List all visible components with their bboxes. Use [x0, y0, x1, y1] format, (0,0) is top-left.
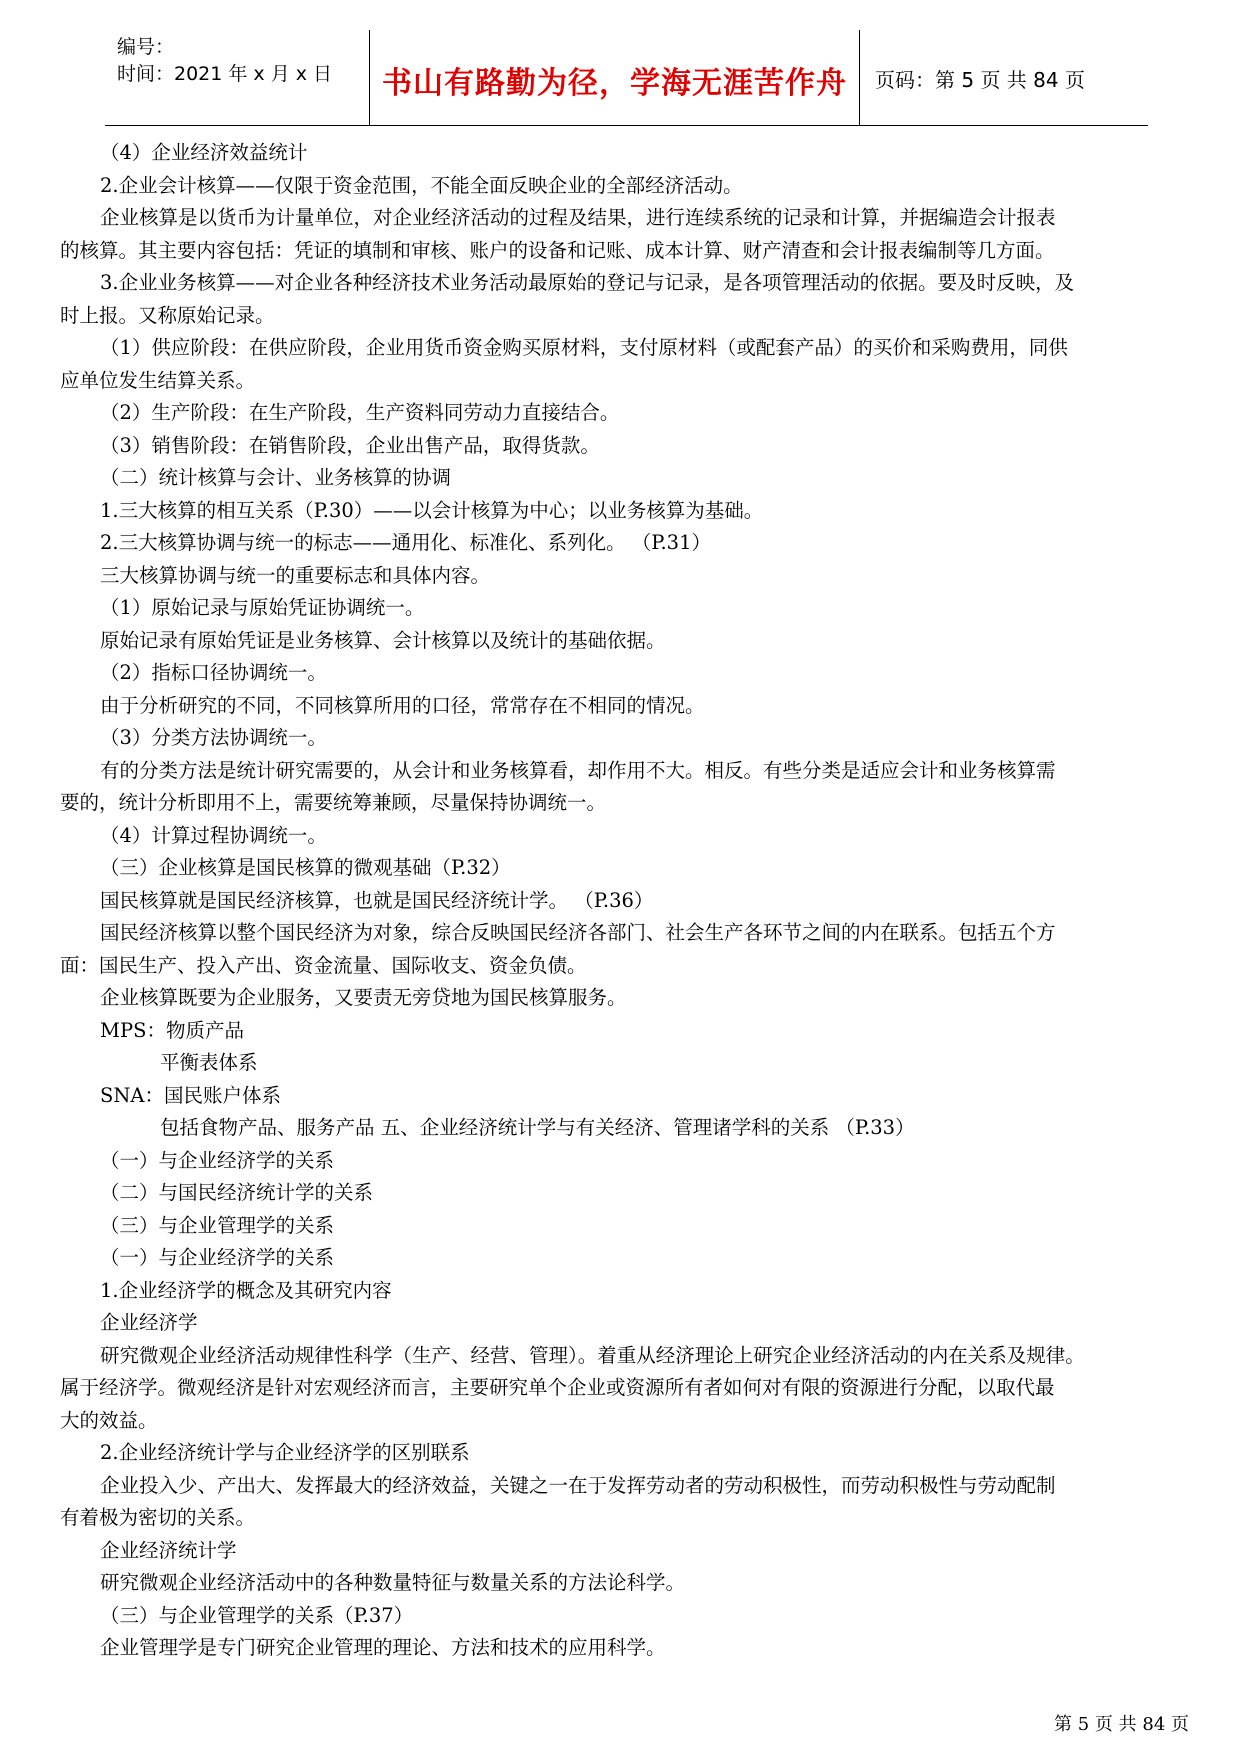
text-line: （2）指标口径协调统一。	[100, 661, 327, 684]
text-line: （一）与企业经济学的关系	[100, 1148, 335, 1172]
text-line: （3）销售阶段：在销售阶段，企业出售产品，取得货款。	[100, 433, 600, 457]
text-line: 2.企业会计核算——仅限于资金范围，不能全面反映企业的全部经济活动。	[100, 173, 743, 197]
text-line: （一）与企业经济学的关系	[100, 1246, 335, 1269]
text-line: （4）企业经济效益统计	[100, 141, 308, 164]
document-number-label: 编号：	[117, 36, 175, 58]
text-line: 时上报。又称原始记录。	[60, 303, 275, 327]
text-line: SNA：国民账户体系	[100, 1083, 282, 1107]
text-line: 由于分析研究的不同，不同核算所用的口径，常常存在不相同的情况。	[100, 693, 705, 717]
text-line: 包括食物产品、服务产品 五、企业经济统计学与有关经济、管理诸学科的关系 （P.33）	[160, 1116, 915, 1139]
page-footer: 第 5 页 共 84 页	[1054, 1714, 1189, 1735]
text-line: （1）原始记录与原始凭证协调统一。	[100, 596, 425, 619]
text-line: 有的分类方法是统计研究需要的，从会计和业务核算看，却作用不大。相反。有些分类是适应会计和业务核算需	[100, 758, 1056, 782]
text-line: （三）企业核算是国民核算的微观基础（P.32）	[100, 856, 511, 879]
text-line: （二）与国民经济统计学的关系	[100, 1181, 374, 1204]
text-line: （1）供应阶段：在供应阶段，企业用货币资金购买原材料，支付原材料（或配套产品）的买价和采购费用，同供	[100, 336, 1068, 359]
page-header	[105, 30, 1148, 126]
text-line: 企业核算是以货币为计量单位，对企业经济活动的过程及结果，进行连续系统的记录和计算，并据编造会计报表	[100, 206, 1056, 229]
text-line: 应单位发生结算关系。	[60, 368, 256, 392]
text-line: 属于经济学。微观经济是针对宏观经济而言，主要研究单个企业或资源所有者如何对有限的资源进行分配，以取代最	[60, 1376, 1055, 1399]
text-line: 企业经济统计学	[100, 1538, 237, 1562]
text-line: 国民经济核算以整个国民经济为对象，综合反映国民经济各部门、社会生产各环节之间的内在联系。包括五个方	[100, 921, 1056, 944]
header-page-number: 页码：第 5 页 共 84 页	[875, 68, 1085, 92]
text-line: （2）生产阶段：在生产阶段，生产资料同劳动力直接结合。	[100, 401, 620, 424]
header-meta	[117, 34, 332, 88]
text-line: （二）统计核算与会计、业务核算的协调	[100, 466, 452, 489]
text-line: 研究微观企业经济活动规律性科学（生产、经营、管理）。着重从经济理论上研究企业经济活动的内在关系及规律。	[100, 1343, 1085, 1367]
header-motto: 书山有路勤为径，学海无涯苦作舟	[382, 66, 847, 101]
text-line: 有着极为密切的关系。	[60, 1506, 256, 1529]
text-line: 三大核算协调与统一的重要标志和具体内容。	[100, 563, 491, 587]
document-body	[60, 137, 1188, 1665]
text-line: 平衡表体系	[160, 1051, 258, 1074]
text-line: 1.企业经济学的概念及其研究内容	[100, 1278, 392, 1302]
text-line: 原始记录有原始凭证是业务核算、会计核算以及统计的基础依据。	[100, 628, 666, 652]
text-line: （3）分类方法协调统一。	[100, 726, 327, 749]
text-line: 的核算。其主要内容包括：凭证的填制和审核、账户的设备和记账、成本计算、财产清查和会计报表编制等几方面。	[60, 238, 1055, 262]
text-line: 2.三大核算协调与统一的标志——通用化、标准化、系列化。 （P.31）	[100, 531, 711, 554]
text-line: （三）与企业管理学的关系	[100, 1213, 335, 1237]
text-line: 国民核算就是国民经济核算，也就是国民经济统计学。 （P.36）	[100, 888, 654, 912]
text-line: 企业管理学是专门研究企业管理的理论、方法和技术的应用科学。	[100, 1636, 666, 1659]
document-time-label: 时间：2021 年 x 月 x 日	[117, 63, 333, 85]
text-line: 企业核算既要为企业服务，又要责无旁贷地为国民核算服务。	[100, 986, 627, 1009]
text-line: 要的，统计分析即用不上，需要统筹兼顾，尽量保持协调统一。	[60, 791, 607, 814]
text-line: MPS：物质产品	[100, 1018, 244, 1042]
text-line: 3.企业业务核算——对企业各种经济技术业务活动最原始的登记与记录，是各项管理活动的依据。要及时反映，及	[100, 271, 1075, 294]
text-line: 面：国民生产、投入产出、资金流量、国际收支、资金负债。	[60, 953, 587, 977]
text-line: 大的效益。	[60, 1408, 158, 1432]
text-line: 1.三大核算的相互关系（P.30）——以会计核算为中心；以业务核算为基础。	[100, 498, 764, 522]
header-divider	[859, 30, 860, 125]
text-line: （三）与企业管理学的关系（P.37）	[100, 1603, 414, 1627]
text-line: 企业投入少、产出大、发挥最大的经济效益，关键之一在于发挥劳动者的劳动积极性，而劳动积极性与劳动配制	[100, 1473, 1056, 1497]
text-line: 研究微观企业经济活动中的各种数量特征与数量关系的方法论科学。	[100, 1571, 686, 1594]
text-line: 企业经济学	[100, 1311, 198, 1334]
text-line: 2.企业经济统计学与企业经济学的区别联系	[100, 1441, 470, 1464]
text-line: （4）计算过程协调统一。	[100, 823, 327, 847]
